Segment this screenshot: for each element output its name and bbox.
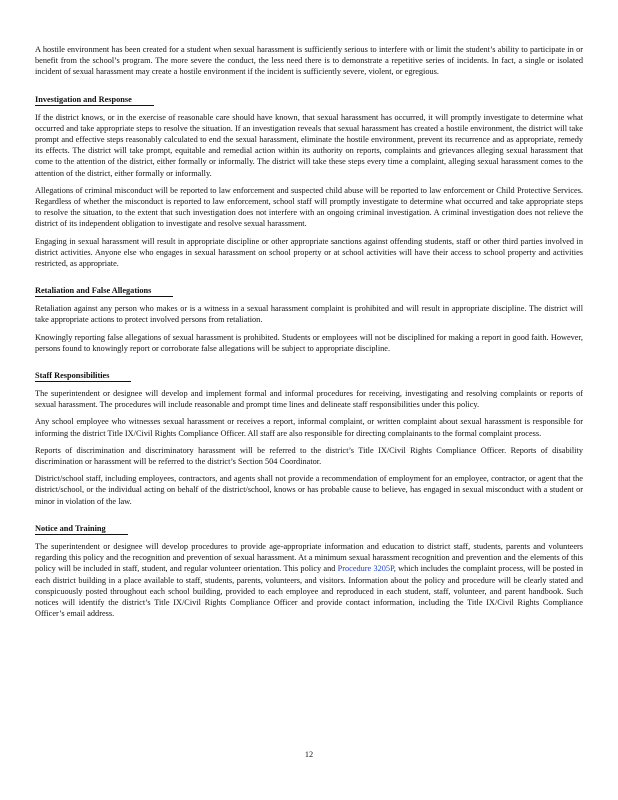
retaliation-paragraph-2: Knowingly reporting false allegations of sexual harassment is prohibited. Students or employees will not be disciplined for making a report in good faith. However, persons found to knowingly report or corroborate false allegations will be subject to appropriate discipline. [35,332,583,353]
procedure-link[interactable]: Procedure 3205P [337,564,394,574]
notice-paragraph [35,541,583,619]
document-page [35,44,583,625]
investigation-paragraph-3: Engaging in sexual harassment will result in appropriate discipline or other appropriate sanctions against offending students, staff or other third parties involved in district activities. Anyone else who engages in sexual harassment on school property or at school activities will have their access to school property and activities restricted, as appropriate. [35,236,583,269]
intro-paragraph: A hostile environment has been created for a student when sexual harassment is sufficiently serious to interfere with or limit the student’s ability to participate in or benefit from the school’s program. The more severe the conduct, the less need there is to demonstrate a repetitive series of incidents. In fact, a single or isolated incident of sexual harassment may create a hostile environment if the incident is sufficiently severe, violent, or egregious. [35,45,583,77]
retaliation-paragraph-1: Retaliation against any person who makes or is a witness in a sexual harassment complaint is prohibited and will result in appropriate discipline. The district will take appropriate actions to protect involved persons from retaliation. [35,304,583,325]
page-number: 12 [304,750,314,759]
heading-investigation: Investigation and Response [35,94,154,106]
staff-paragraph-3: Reports of discrimination and discriminatory harassment will be referred to the district’s Title IX/Civil Rights Compliance Officer. Reports of disability discrimination or harassment will be referred to the district’s Section 504 Coordinator. [35,445,583,467]
staff-paragraph-2: Any school employee who witnesses sexual harassment or receives a report, informal complaint, or written complaint about sexual harassment is responsible for informing the district Title IX/Civil Rights Compliance Officer. All staff are also responsible for directing complainants to the formal complaint process. [35,417,583,438]
heading-staff-responsibilities: Staff Responsibilities [35,370,131,382]
investigation-paragraph-1: If the district knows, or in the exercise of reasonable care should have known, that sexual harassment has occurred, it will promptly investigate to determine what occurred and take appropriate steps to resolve the situation. If an investigation reveals that sexual harassment has created a hostile environment, the district will take prompt and effective steps reasonably calculated to end the sexual harassment, eliminate the hostile environment, prevent its recurrence and as appropriate, remedy its effects. The district will take prompt, equitable and remedial action within its authority on reports, complaints and grievances alleging sexual harassment that come to the attention of the district, either formally or informally. The district will take these steps every time a complaint, alleging sexual harassment comes to the attention of the district, either formally or informally. [35,112,583,178]
investigation-paragraph-2: Allegations of criminal misconduct will be reported to law enforcement and suspected child abuse will be reported to law enforcement or Child Protective Services. Regardless of whether the misconduct is reported to law enforcement, school staff will promptly investigate to determine what occurred and take appropriate steps to resolve the situation, to the extent that such investigation does not interfere with an ongoing criminal investigation. A criminal investigation does not relieve the district of its independent obligation to investigate and resolve sexual harassment. [35,185,583,229]
staff-paragraph-1: The superintendent or designee will develop and implement formal and informal procedures for receiving, investigating and resolving complaints or reports of sexual harassment. The procedures will include reasonable and prompt time lines and delineate staff responsibilities under this policy. [35,389,583,410]
staff-paragraph-4: District/school staff, including employees, contractors, and agents shall not provide a recommendation of employment for an employee, contractor, or agent that the district/school, or the individual acting on behalf of the district/school, knows or has probable cause to believe, has engaged in sexual misconduct with a student or minor in violation of the law. [35,474,583,506]
notice-text-before: The superintendent or designee will develop procedures to provide age-appropriate information and education to district staff, students, parents and volunteers regarding this policy and the recognition and prevention of sexual harassment. At a minimum sexual harassment recognition and prevention and the elements of this policy will be included in staff, student, and regular volunteer orientation. This policy and [35,541,583,574]
heading-retaliation: Retaliation and False Allegations [35,285,173,297]
notice-text-after: , which includes the complaint process, will be posted in each district building in a place available to staff, students, parents, volunteers, and visitors. Information about the policy and procedure will be clearly stated and conspicuously posted throughout each school building, provided to each employee and reproduced in each student, staff, volunteer, and parent handbook. Such notices will identify the district’s Title IX/Civil Rights Compliance Officer and provide contact information, including the Title IX/Civil Rights Compliance Officer’s email address. [35,564,583,619]
heading-notice-training: Notice and Training [35,523,128,535]
